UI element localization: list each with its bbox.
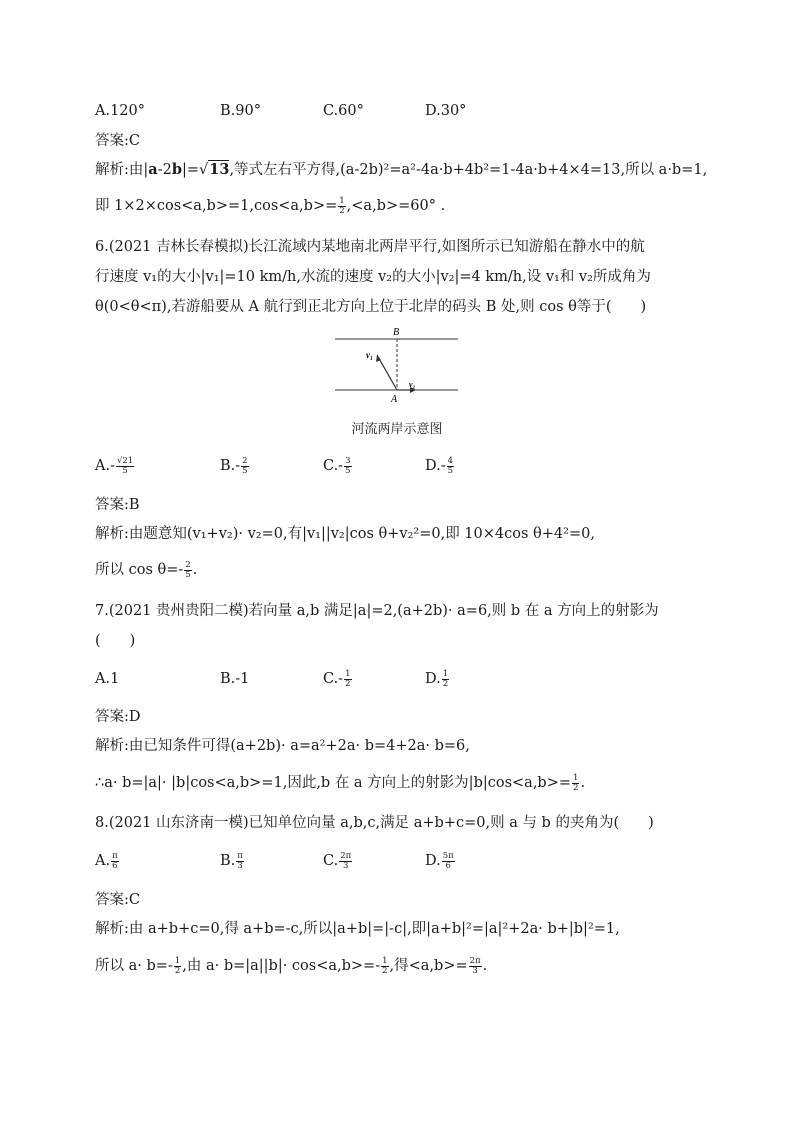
q8-solution-line2: 所以 a· b=- $\frac{1}{2}$ ,由 a· b=|a||b|· cos<a,b>=- $\frac{1}{2}$ ,得<a,b>= $\frac{2\pi}{3}$ . xyxy=(95,955,488,976)
q8-answer: 答案:C xyxy=(95,892,140,908)
q6-solution-line1: 解析:由题意知(v₁+v₂)· v₂=0,有|v₁||v₂|cos θ+v₂²=0,即 10×4cos θ+4²=0, xyxy=(95,526,595,542)
q6-stem-line1: 6.(2021 吉林长春模拟)长江流域内某地南北两岸平行,如图所示已知游船在静水中的航 xyxy=(95,239,645,255)
q5-option-b: B.90° xyxy=(220,103,261,119)
q7-solution-line2: ∴a· b=|a|· |b|cos<a,b>=1,因此,b 在 a 方向上的射影为|b|cos<a,b>= $\frac{1}{2}$ . xyxy=(95,772,586,793)
q6-stem-line2: 行速度 v₁的大小|v₁|=10 km/h,水流的速度 v₂的大小|v₂|=4 km/h,设 v₁和 v₂所成角为 xyxy=(95,269,651,285)
q7-option-a: A.1 xyxy=(95,671,120,687)
q7-solution-line1: 解析:由已知条件可得(a+2b)· a=a²+2a· b=4+2a· b=6, xyxy=(95,738,470,754)
q5-option-d: D.30° xyxy=(425,103,467,119)
q8-option-c: C. $\frac{2\pi}{3}$ xyxy=(323,850,352,871)
q8-option-b: B. $\frac{\pi}{3}$ xyxy=(220,850,243,871)
q7-option-d: D. $\frac{1}{2}$ xyxy=(425,668,449,689)
q7-stem-line1: 7.(2021 贵州贵阳二模)若向量 a,b 满足|a|=2,(a+2b)· a=6,则 b 在 a 方向上的射影为 xyxy=(95,603,659,619)
q6-option-a: A.- $\frac{√21}{5}$ xyxy=(95,455,134,476)
q6-stem-line3: θ(0<θ<π),若游船要从 A 航行到正北方向上位于北岸的码头 B 处,则 cos θ等于( ) xyxy=(95,299,647,315)
q7-option-b: B.-1 xyxy=(220,671,250,687)
label-a: A xyxy=(391,394,398,405)
q8-option-d: D. $\frac{5\pi}{6}$ xyxy=(425,850,454,871)
figure-caption: 河流两岸示意图 xyxy=(351,422,443,437)
q7-answer: 答案:D xyxy=(95,709,141,725)
q8-option-a: A. $\frac{\pi}{6}$ xyxy=(95,850,118,871)
fraction: $\frac{1}{2}$ xyxy=(339,195,345,216)
q5-option-a: A.120° xyxy=(95,103,146,119)
river-diagram xyxy=(330,325,465,405)
q6-option-d: D.- $\frac{4}{5}$ xyxy=(425,455,454,476)
q7-option-c: C.- $\frac{1}{2}$ xyxy=(323,668,351,689)
q8-solution-line1: 解析:由 a+b+c=0,得 a+b=-c,所以|a+b|=|-c|,即|a+b|²=|a|²+2a· b+|b|²=1, xyxy=(95,921,620,937)
q5-option-c: C.60° xyxy=(323,103,364,119)
q5-solution-line2: 即 1×2×cos<a,b>=1,cos<a,b>= $\frac{1}{2}$ ,<a,b>=60° . xyxy=(95,195,446,216)
label-b: B xyxy=(393,327,400,338)
q5-answer: 答案:C xyxy=(95,133,140,149)
q7-stem-line2: ( ) xyxy=(95,633,136,649)
q6-answer: 答案:B xyxy=(95,497,140,513)
q6-option-c: C.- $\frac{3}{5}$ xyxy=(323,455,351,476)
label-v1: v₁ xyxy=(366,350,374,360)
q6-option-b: B.- $\frac{2}{5}$ xyxy=(220,455,248,476)
q5-solution-line1: 解析:由|a-2b|=√13,等式左右平方得,(a-2b)²=a²-4a·b+4b²=1-4a·b+4×4=13,所以 a·b=1, xyxy=(95,161,708,178)
label-v2: v₂ xyxy=(409,380,416,389)
q6-solution-line2: 所以 cos θ=- $\frac{2}{5}$ . xyxy=(95,559,198,580)
q8-stem-line1: 8.(2021 山东济南一模)已知单位向量 a,b,c,满足 a+b+c=0,则 a 与 b 的夹角为( ) xyxy=(95,815,654,831)
